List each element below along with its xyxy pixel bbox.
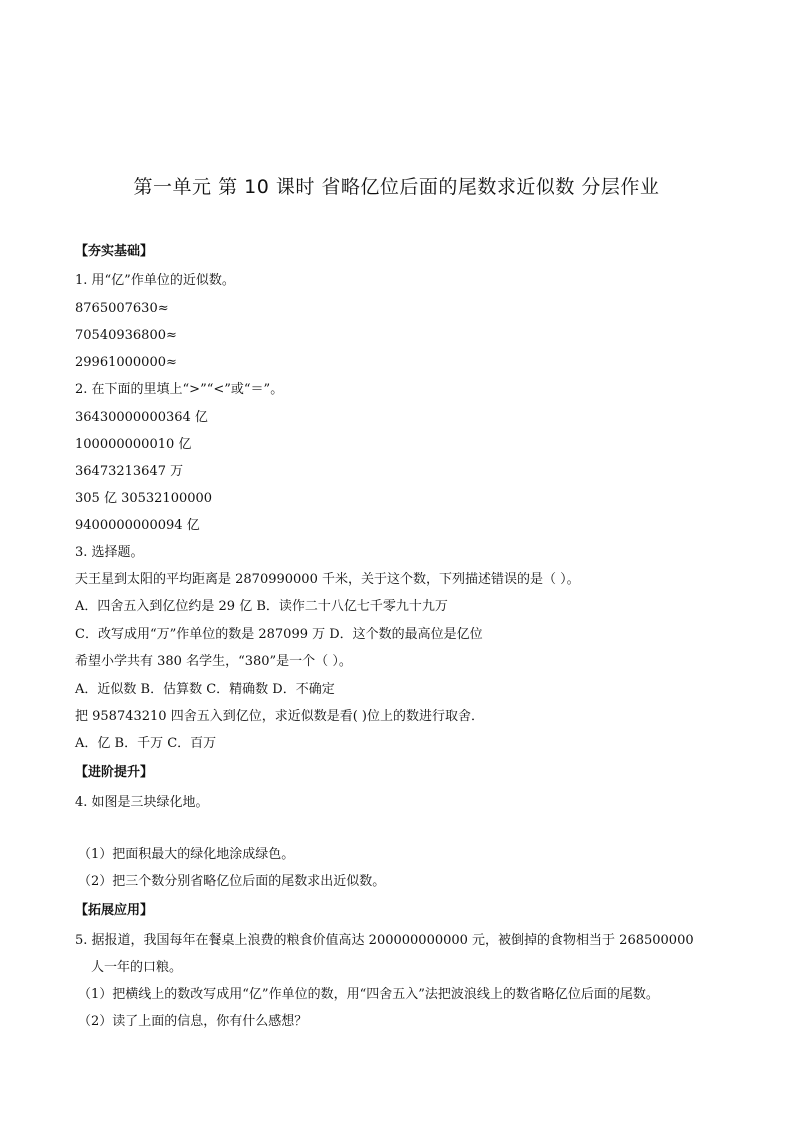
q2-item: 36430000000364 亿 bbox=[75, 410, 208, 425]
q3a-options: A．四舍五入到亿位约是 29 亿 B．读作二十八亿七千零九十九万 bbox=[75, 599, 448, 614]
q1-item: 70540936800≈ bbox=[75, 328, 177, 343]
q4-part: （2）把三个数分别省略亿位后面的尾数求出近似数。 bbox=[78, 874, 386, 889]
q2-item: 9400000000094 亿 bbox=[75, 518, 200, 533]
q1-item: 29961000000≈ bbox=[75, 355, 177, 370]
q3c-options: A．亿 B．千万 C．百万 bbox=[75, 736, 217, 751]
q5-part: （2）读了上面的信息，你有什么感想？ bbox=[78, 1014, 308, 1029]
q2-item: 100000000010 亿 bbox=[75, 437, 192, 452]
q3b-options: A．近似数 B．估算数 C．精确数 D．不确定 bbox=[75, 682, 335, 697]
q3c-stem: 把 958743210 四舍五入到亿位，求近似数是看( )位上的数进行取舍． bbox=[75, 709, 484, 724]
q3b-stem: 希望小学共有 380 名学生，“380”是一个（ ）。 bbox=[75, 654, 352, 669]
section-advanced: 【进阶提升】 bbox=[75, 765, 154, 780]
q5-stem: 5. 据报道，我国每年在餐桌上浪费的粮食价值高达 200000000000 元，被倒掉的食物相当于 268500000 bbox=[75, 933, 694, 948]
q3a-stem: 天王星到太阳的平均距离是 2870990000 千米，关于这个数，下列描述错误的是（ ）。 bbox=[75, 572, 580, 587]
q5-part: （1）把横线上的数改写成用“亿”作单位的数，用“四舍五入”法把波浪线上的数省略亿位后面的尾数。 bbox=[78, 987, 659, 1002]
q3-stem: 3. 选择题。 bbox=[75, 545, 144, 560]
q5-stem-cont: 人一年的口粮。 bbox=[91, 960, 183, 975]
section-basic: 【夯实基础】 bbox=[75, 244, 154, 259]
q4-stem: 4. 如图是三块绿化地。 bbox=[75, 795, 209, 810]
q1-stem: 1. 用“亿”作单位的近似数。 bbox=[75, 273, 235, 288]
q1-item: 8765007630≈ bbox=[75, 301, 169, 316]
q3a-options: C．改写成用“万”作单位的数是 287099 万 D．这个数的最高位是亿位 bbox=[75, 627, 483, 642]
q2-item: 36473213647 万 bbox=[75, 464, 184, 479]
page-title: 第一单元 第 10 课时 省略亿位后面的尾数求近似数 分层作业 bbox=[133, 176, 660, 198]
q2-stem: 2. 在下面的里填上“>”“<”或“＝”。 bbox=[75, 382, 284, 397]
q2-item: 305 亿 30532100000 bbox=[75, 491, 213, 506]
section-extension: 【拓展应用】 bbox=[75, 903, 154, 918]
q4-part: （1）把面积最大的绿化地涂成绿色。 bbox=[78, 847, 295, 862]
